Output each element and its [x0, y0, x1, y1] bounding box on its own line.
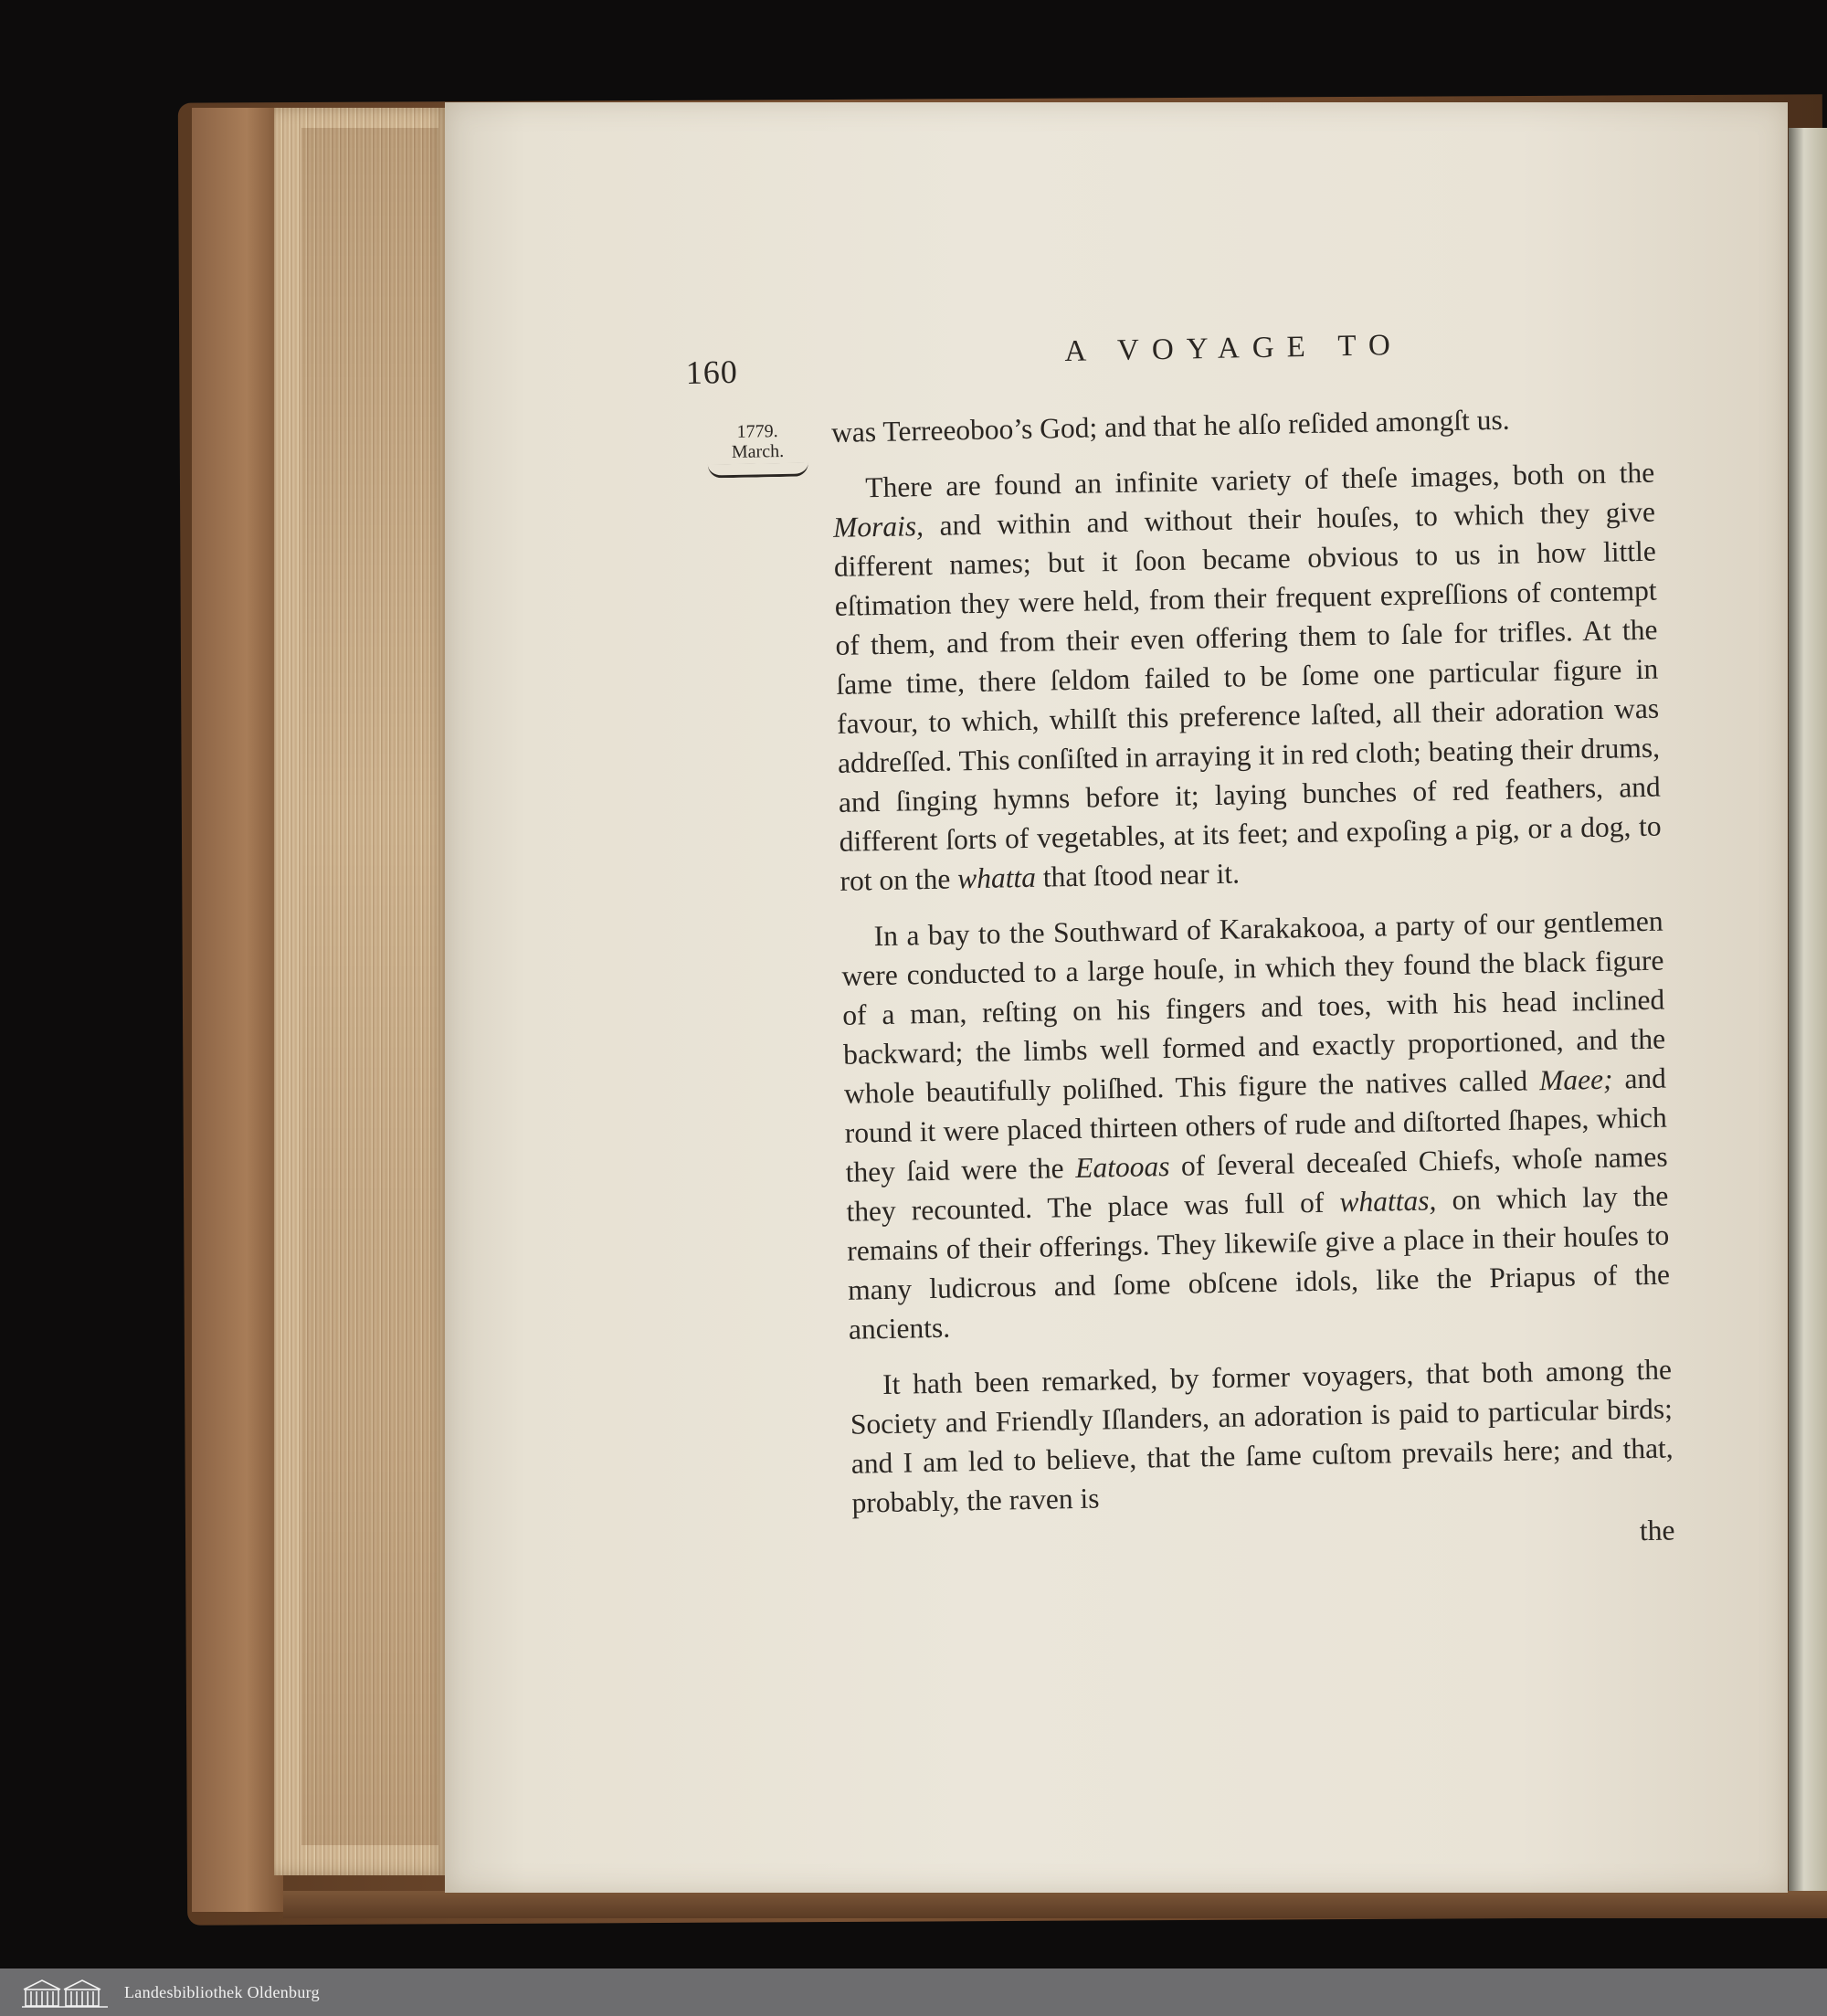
margin-note-year: 1779.	[736, 421, 778, 442]
catchword: the	[1639, 1514, 1675, 1547]
paragraph	[850, 1349, 1674, 1522]
opposite-page-edge	[1789, 128, 1827, 1891]
paragraph	[831, 397, 1654, 452]
book-bottom-edge	[283, 1891, 1827, 1918]
viewer-footer	[0, 1969, 1827, 2016]
text-run: and round it were placed thirteen others of rude and diſtorted ſhapes, which they ſaid were the	[844, 1061, 1668, 1188]
text-run: In a bay to the Southward of Karakakooa, a party of our gentlemen were conducted to a large houſe, in which they found the black figure of a man, reſting on his fingers and toes, with his head inclined backward; the limbs well formed and exactly proportioned, and the whole beautifully poliſhed. This figure the natives called	[841, 904, 1666, 1110]
page-number: 160	[685, 353, 739, 391]
margin-note	[707, 420, 808, 478]
italic-term: Morais,	[832, 510, 924, 544]
paragraph	[832, 453, 1663, 901]
italic-term: Maee;	[1538, 1062, 1613, 1097]
page-edge-stain	[301, 128, 438, 1845]
book-cover-edge	[192, 108, 283, 1912]
library-building-icon	[20, 1975, 111, 2010]
text-run: that ſtood near it.	[1035, 857, 1241, 893]
text-run: was Terreeoboo’s God; and that he alſo reſided amongſt us.	[830, 403, 1510, 449]
page-text-block	[685, 314, 1695, 1567]
text-run: of ſeveral deceaſed Chiefs, whoſe names they recounted. The place was full of	[846, 1140, 1668, 1228]
italic-term: Eatooas	[1074, 1149, 1170, 1184]
text-run: on which lay the remains of their offerings. They likewiſe give a place in their houſes to many ludicrous and ſome obſcene idols, like the Priapus of the ancients.	[846, 1179, 1671, 1346]
running-title: A VOYAGE TO	[1064, 328, 1404, 369]
paragraph	[840, 902, 1671, 1349]
text-run: and within and without their houſes, to which they give different names; but it ſoon became obvious to us in how little eſtimation they were held, from their frequent expreſſions of contempt of them, and from their even offering them to ſale for trifles. At the ſame time, there ſeldom failed to be ſome one particular figure in favour, to which, whilſt this preference laſted, all their adoration was addreſſed. This conſiſted in arraying it in red cloth; beating their drums, and ſinging hymns before it; laying bunches of red feathers, and different ſorts of vegetables, at its feet; and expoſing a pig, or a dog, to rot on the	[833, 495, 1662, 897]
text-run: There are found an infinite variety of theſe images, both on the	[864, 456, 1655, 504]
italic-term: whatta	[956, 860, 1037, 895]
italic-term: whattas,	[1339, 1184, 1437, 1219]
text-run: It hath been remarked, by former voyagers, that both among the Society and Friendly Iſlanders, an adoration is paid to particular birds; and I am led to believe, that the ſame cuſtom prevails here; and that, probably, the raven is	[850, 1353, 1674, 1519]
margin-brace	[708, 462, 808, 478]
institution-name: Landesbibliothek Oldenburg	[124, 1982, 320, 2001]
margin-note-month: March.	[731, 440, 785, 463]
body-text	[831, 397, 1675, 1566]
